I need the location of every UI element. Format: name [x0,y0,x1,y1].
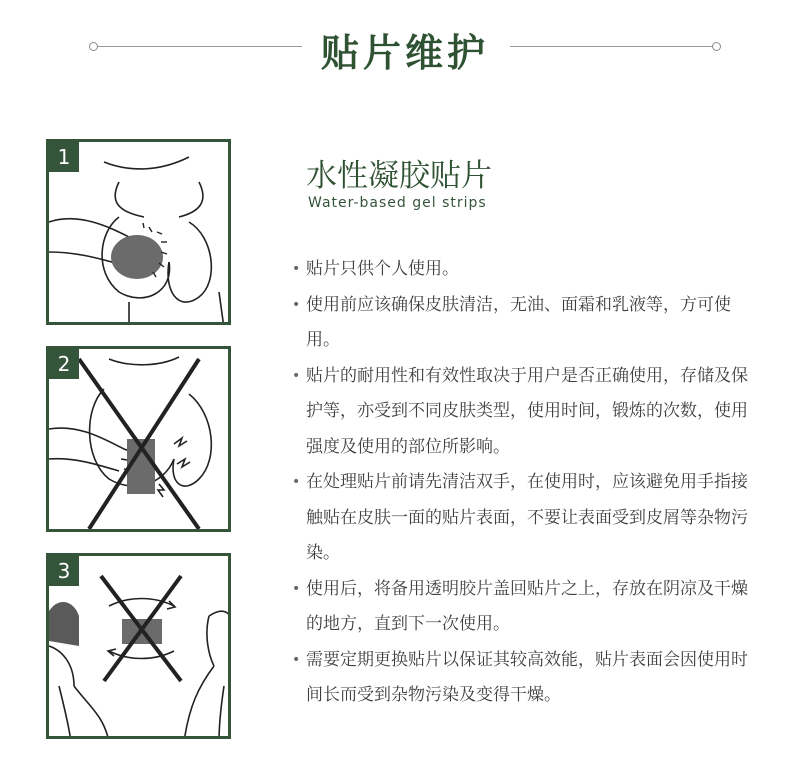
section-subtitle: Water-based gel strips [308,195,487,211]
list-item [292,252,762,288]
note-text: 使用前应该确保皮肤清洁，无油、面霜和乳液等，方可使用。 [306,294,731,350]
step-number-1: 1 [49,142,79,172]
note-text: 在处理贴片前请先清洁双手，在使用时，应该避免用手指接触贴在皮肤一面的贴片表面，不要让表面受到皮屑等杂物污染。 [306,472,748,563]
list-item [292,643,762,714]
header-dot-left [89,42,98,51]
header-dot-right [712,42,721,51]
bullet-icon: • [292,651,301,668]
instruction-panel-1 [46,139,231,325]
instruction-panel-2 [46,346,231,532]
note-text: 使用后，将备用透明胶片盖回贴片之上，存放在阴凉及干燥的地方，直到下一次使用。 [306,578,748,634]
header-divider-left [96,46,302,47]
list-item [292,288,762,359]
note-text: 需要定期更换贴片以保证其较高效能，贴片表面会因使用时间长而受到杂物污染及变得干燥。 [306,649,748,705]
bullet-icon: • [292,261,301,277]
note-text: 贴片只供个人使用。 [306,259,459,279]
page-title: 贴片维护 [320,31,489,75]
bullet-icon: • [292,367,301,384]
bullet-icon: • [292,474,301,490]
list-item [292,359,762,466]
list-item [292,465,762,572]
step-number-3: 3 [49,556,79,586]
bullet-icon: • [292,580,301,597]
header [0,0,790,95]
section-title: 水性凝胶贴片 [306,158,492,194]
step-number-2: 2 [49,349,79,379]
instruction-panel-3 [46,553,231,739]
header-divider-right [510,46,716,47]
note-text: 贴片的耐用性和有效性取决于用户是否正确使用，存储及保护等，亦受到不同皮肤类型，使用时间，锻炼的次数，使用强度及使用的部位所影响。 [306,365,748,457]
bullet-icon: • [292,296,301,313]
list-item [292,572,762,643]
care-notes-list [292,252,762,714]
